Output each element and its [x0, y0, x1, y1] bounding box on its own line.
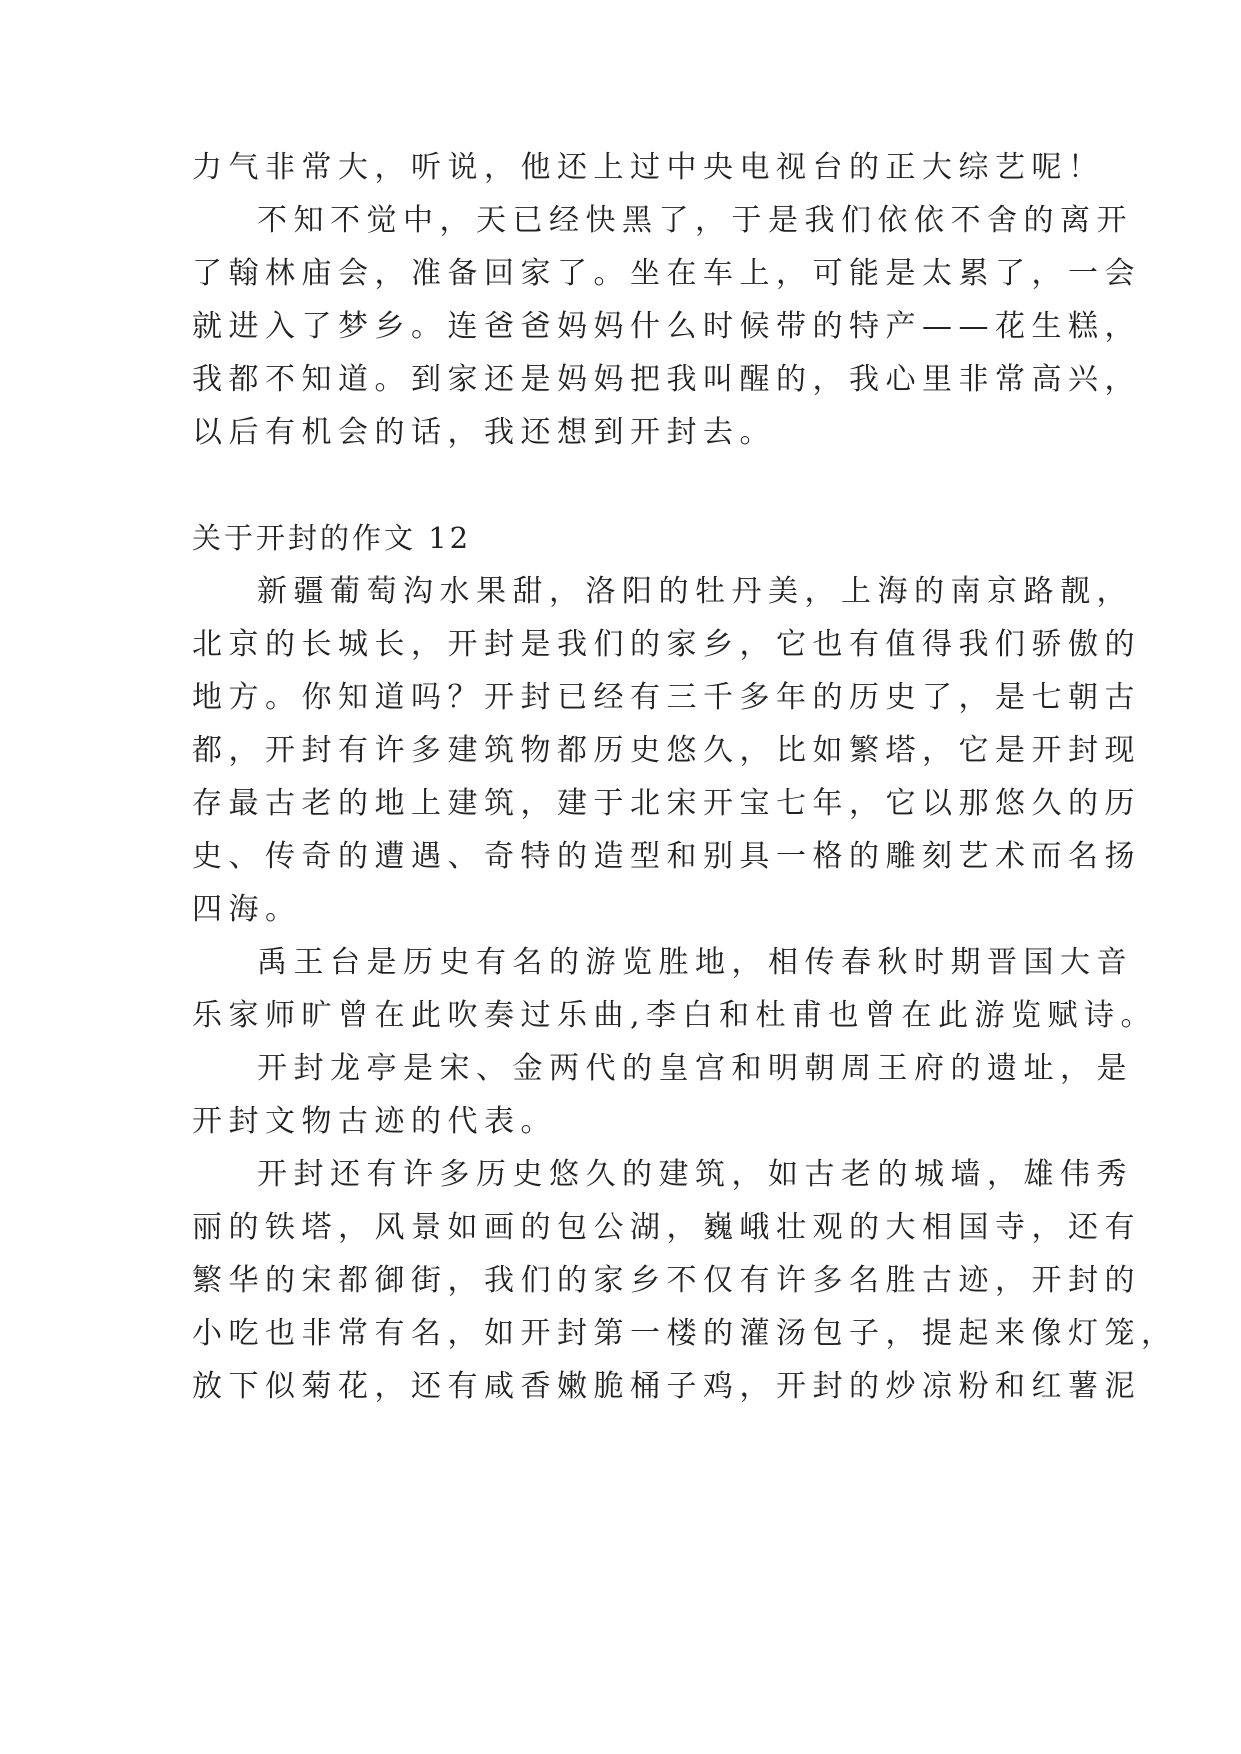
- paragraph-line: 四海。: [192, 892, 302, 927]
- paragraph-line: 小吃也非常有名，如开封第一楼的灌汤包子，提起来像灯笼，: [192, 1316, 1178, 1351]
- paragraph-line: 开封文物古迹的代表。: [192, 1104, 557, 1139]
- paragraph-line: 丽的铁塔，风景如画的包公湖，巍峨壮观的大相国寺，还有: [192, 1210, 1141, 1245]
- paragraph-line: 不知不觉中，天已经快黑了，于是我们依依不舍的离开: [257, 203, 1133, 238]
- paragraph-line: 乐家师旷曾在此吹奏过乐曲,李白和杜甫也曾在此游览赋诗。: [192, 998, 1158, 1033]
- paragraph-line: 地方。你知道吗？开封已经有三千多年的历史了，是七朝古: [192, 680, 1141, 715]
- paragraph-line: 繁华的宋都御街，我们的家乡不仅有许多名胜古迹，开封的: [192, 1263, 1141, 1298]
- essay-title: 关于开封的作文 12: [192, 521, 472, 555]
- paragraph-line: 开封龙亭是宋、金两代的皇宫和明朝周王府的遗址，是: [257, 1051, 1133, 1086]
- paragraph-line: 北京的长城长，开封是我们的家乡，它也有值得我们骄傲的: [192, 627, 1141, 662]
- paragraph-line: 放下似菊花，还有咸香嫩脆桶子鸡，开封的炒凉粉和红薯泥: [192, 1369, 1141, 1404]
- paragraph-line: 以后有机会的话，我还想到开封去。: [192, 415, 776, 450]
- paragraph-line: 史、传奇的遭遇、奇特的造型和别具一格的雕刻艺术而名扬: [192, 839, 1141, 874]
- paragraph-line: 就进入了梦乡。连爸爸妈妈什么时候带的特产——花生糕，: [192, 309, 1141, 344]
- paragraph-line: 力气非常大，听说，他还上过中央电视台的正大综艺呢！: [192, 150, 1105, 185]
- paragraph-line: 存最古老的地上建筑，建于北宋开宝七年，它以那悠久的历: [192, 786, 1141, 821]
- paragraph-line: 禹王台是历史有名的游览胜地，相传春秋时期晋国大音: [257, 945, 1133, 980]
- paragraph-line: 了翰林庙会，准备回家了。坐在车上，可能是太累了，一会: [192, 256, 1141, 291]
- paragraph-line: 我都不知道。到家还是妈妈把我叫醒的，我心里非常高兴，: [192, 362, 1141, 397]
- paragraph-line: 开封还有许多历史悠久的建筑，如古老的城墙，雄伟秀: [257, 1157, 1133, 1192]
- paragraph-line: 新疆葡萄沟水果甜，洛阳的牡丹美，上海的南京路靓，: [257, 574, 1133, 609]
- paragraph-line: 都，开封有许多建筑物都历史悠久，比如繁塔，它是开封现: [192, 733, 1141, 768]
